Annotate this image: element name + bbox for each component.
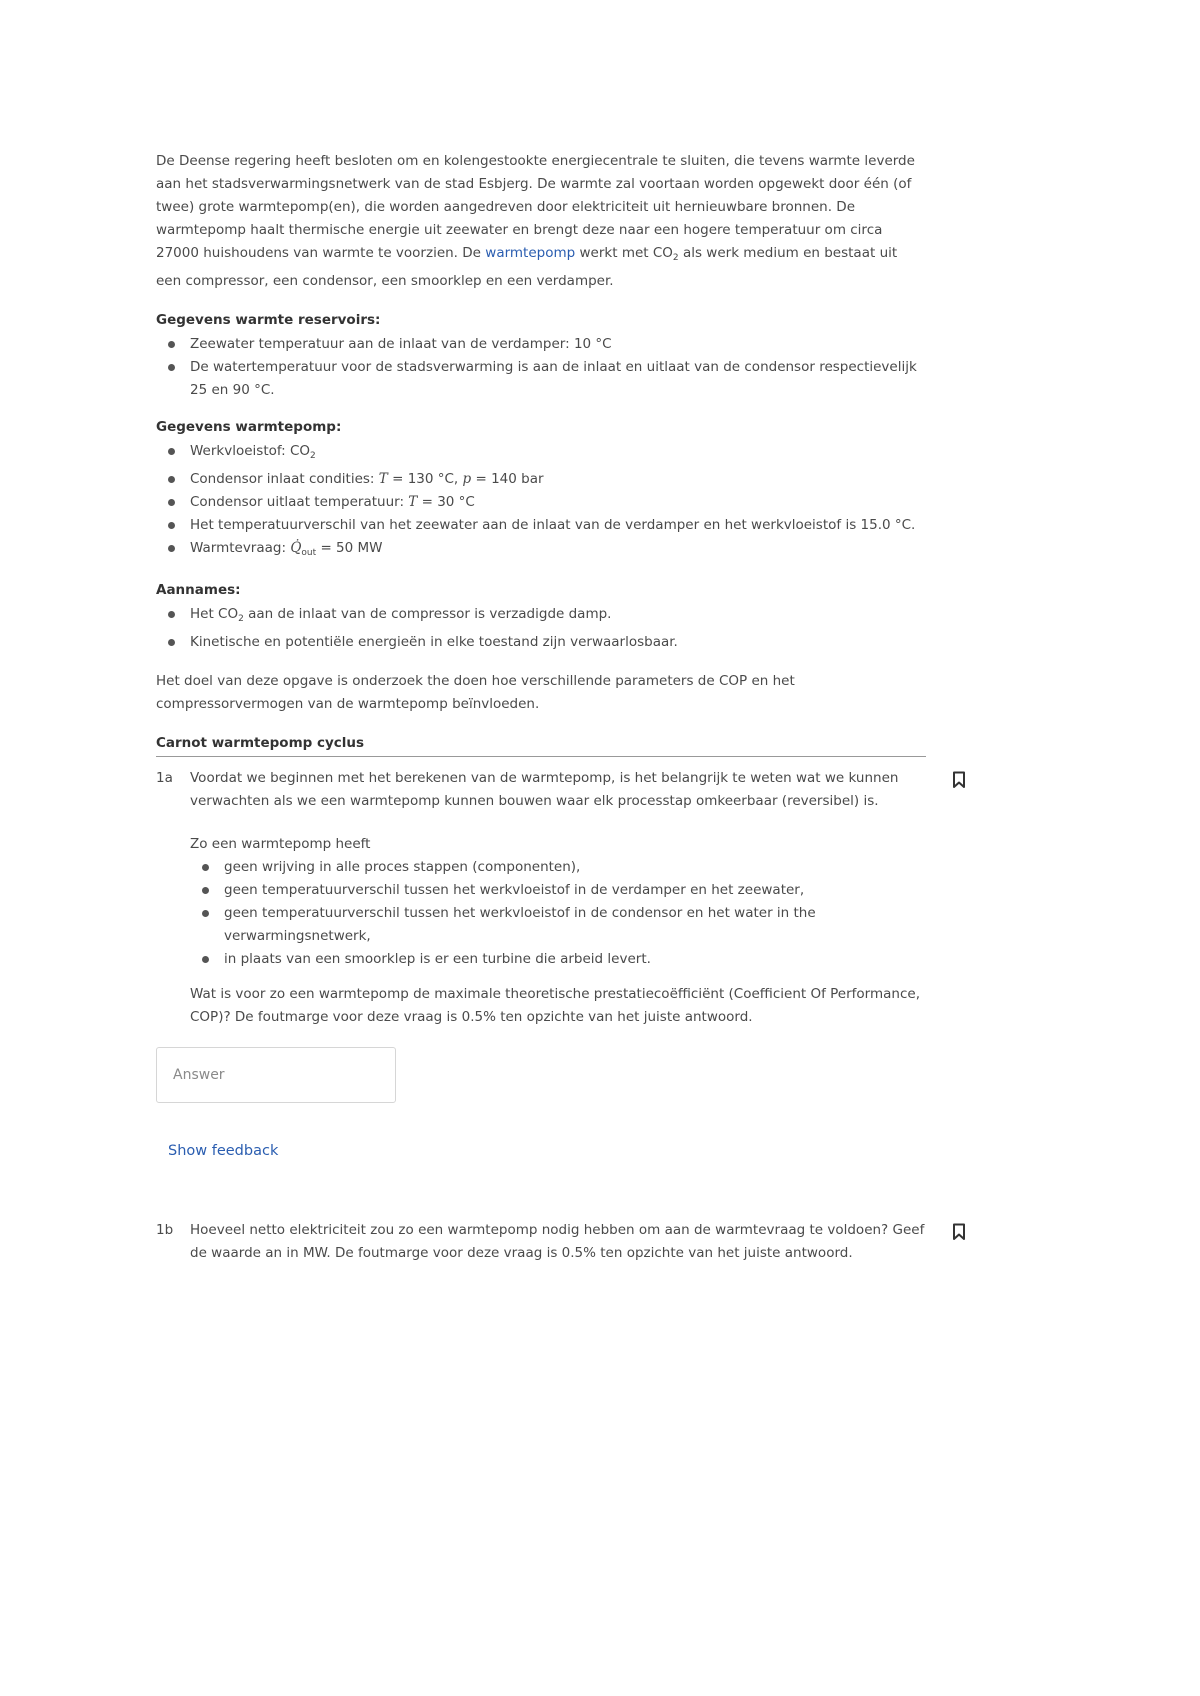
- list-item: [190, 537, 926, 565]
- purpose-paragraph: Het doel van deze opgave is onderzoek the doen hoe verschillende parameters de COP en het compressorvermogen van de warmtepomp beïnvloeden.: [156, 673, 795, 712]
- question-ask: Wat is voor zo een warmtepomp de maximale theoretische prestatiecoëfficiënt (Coefficient Of Performance, COP)? De foutmarge voor deze vraag is 0.5% ten opzichte van het juiste antwoord.: [190, 986, 920, 1025]
- bookmark-icon[interactable]: [952, 771, 966, 789]
- question-1b: [156, 1219, 926, 1265]
- symbol-t: T: [378, 471, 388, 487]
- list-item: Kinetische en potentiële energieën in elke toestand zijn verwaarlosbaar.: [190, 631, 926, 654]
- demand-value: = 50 MW: [316, 540, 383, 556]
- answer-input[interactable]: [156, 1047, 396, 1103]
- symbol-q-dot: Q̇: [290, 540, 302, 556]
- show-feedback-link[interactable]: Show feedback: [168, 1143, 279, 1159]
- assignment-content: [156, 150, 926, 1265]
- assumptions-list: [156, 603, 926, 654]
- question-number: 1b: [156, 1222, 174, 1238]
- list-item: geen temperatuurverschil tussen het werkvloeistof in de condensor en het water in the verwarmingsnetwerk,: [224, 902, 926, 948]
- intro-text: De Deense regering heeft besloten om en kolengestookte energiecentrale te sluiten, die tevens warmte leverde aan het stadsverwarmingsnetwerk van de stad Esbjerg. De warmte zal voortaan worden opgewekt door één (of twee) grote warmtepomp(en), die worden aangedreven door elektriciteit uit hernieuwbare bronnen. De warmtepomp haalt thermische energie uit zeewater en brengt deze naar een hogere temperatuur om circa 27000 huishoudens van warmte te voorzien. De: [156, 153, 915, 261]
- outlet-label: Condensor uitlaat temperatuur:: [190, 494, 409, 510]
- intro-paragraph: [156, 150, 926, 293]
- list-item: [190, 603, 926, 631]
- symbol-p: p: [462, 471, 472, 487]
- list-item: [190, 440, 926, 468]
- inlet-label: Condensor inlaat condities:: [190, 471, 379, 487]
- assumption-text-2: aan de inlaat van de compressor is verzadigde damp.: [243, 606, 612, 622]
- list-item: geen wrijving in alle proces stappen (componenten),: [224, 856, 926, 879]
- heatpump-heading: Gegevens warmtepomp:: [156, 419, 342, 435]
- assumptions-heading: Aannames:: [156, 582, 241, 598]
- question-number: 1a: [156, 770, 173, 786]
- list-item: Het temperatuurverschil van het zeewater aan de inlaat van de verdamper en het werkvloeistof is 15.0 °C.: [190, 514, 926, 537]
- inlet-temp: = 130 °C,: [387, 471, 463, 487]
- symbol-t: T: [408, 494, 418, 510]
- assumption-text: Het CO: [190, 606, 239, 622]
- out-subscript: out: [301, 548, 317, 558]
- list-item: De watertemperatuur voor de stadsverwarming is aan de inlaat en uitlaat van de condensor respectievelijk 25 en 90 °C.: [190, 356, 926, 402]
- warmtepomp-link[interactable]: warmtepomp: [485, 245, 576, 261]
- outlet-temp: = 30 °C: [417, 494, 475, 510]
- co2-subscript: 2: [672, 253, 679, 263]
- question-1a: [156, 767, 926, 1029]
- co2-subscript: 2: [310, 451, 316, 461]
- heatpump-list: [156, 440, 926, 565]
- inlet-pressure: = 140 bar: [471, 471, 544, 487]
- question-text: Hoeveel netto elektriciteit zou zo een warmtepomp nodig hebben om aan de warmtevraag te voldoen? Geef de waarde an in MW. De foutmarge voor deze vraag is 0.5% ten opzichte van het juiste antwoord.: [190, 1222, 925, 1261]
- list-item: geen temperatuurverschil tussen het werkvloeistof in de verdamper en het zeewater,: [224, 879, 926, 902]
- list-item: Zeewater temperatuur aan de inlaat van de verdamper: 10 °C: [190, 333, 926, 356]
- list-item: in plaats van een smoorklep is er een turbine die arbeid levert.: [224, 948, 926, 971]
- intro-text-3: als werk medium en bestaat uit een compressor, een condensor, een smoorklep en een verdamper.: [156, 245, 898, 289]
- question-intro: Zo een warmtepomp heeft: [190, 836, 371, 852]
- section-title: Carnot warmtepomp cyclus: [156, 732, 926, 757]
- question-text: Voordat we beginnen met het berekenen van de warmtepomp, is het belangrijk te weten wat we kunnen verwachten als we een warmtepomp kunnen bouwen waar elk processtap omkeerbaar (reversibel) is.: [190, 770, 899, 809]
- bookmark-icon[interactable]: [952, 1223, 966, 1241]
- demand-label: Warmtevraag:: [190, 540, 291, 556]
- reservoirs-heading: Gegevens warmte reservoirs:: [156, 312, 381, 328]
- intro-text-2: werkt met CO: [579, 245, 673, 261]
- conditions-list: [190, 856, 926, 971]
- fluid-text: Werkvloeistof: CO: [190, 443, 311, 459]
- co2-subscript: 2: [238, 614, 244, 624]
- list-item: [190, 491, 926, 514]
- list-item: [190, 468, 926, 491]
- reservoirs-list: [156, 333, 926, 402]
